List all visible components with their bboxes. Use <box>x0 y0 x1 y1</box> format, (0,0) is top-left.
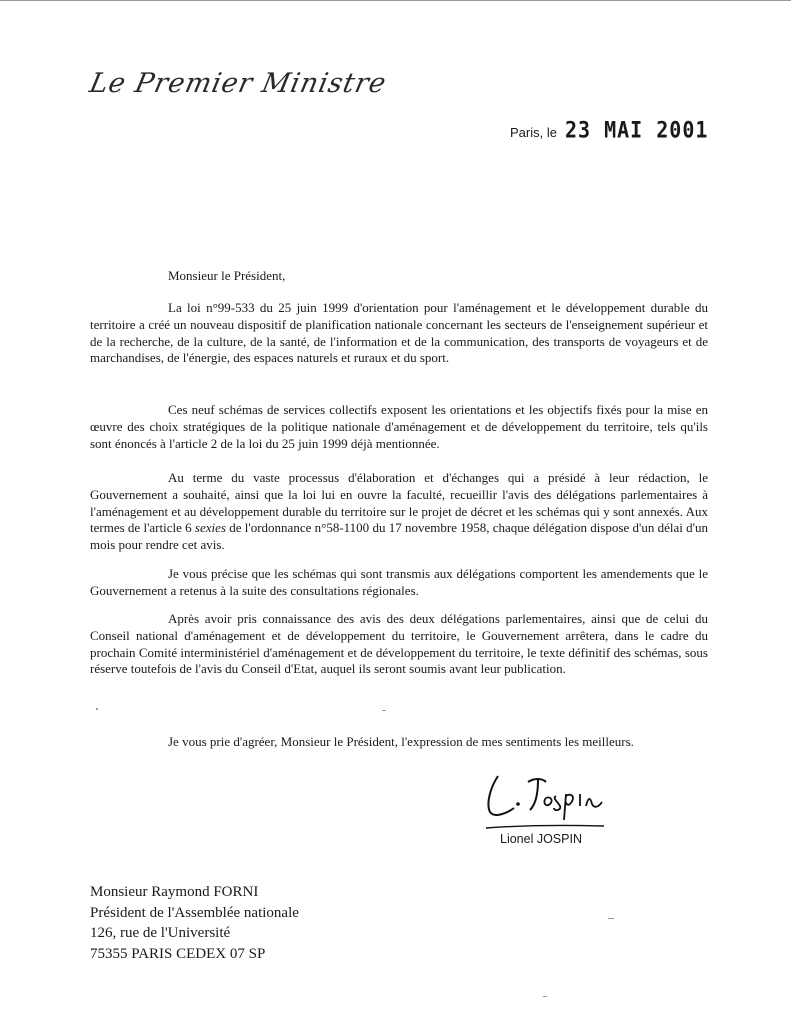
letterhead: Le Premier Ministre <box>86 68 390 99</box>
body-paragraph-1: La loi n°99-533 du 25 juin 1999 d'orientation pour l'aménagement et le développement durable du territoire a créé un nouveau dispositif de planification nationale concernant les secteurs de l'enseignement supérieur et de la recherche, de la culture, de la santé, de l'information et de la communication, des transports de voyageurs et de marchandises, de l'énergie, des espaces naturels et ruraux et du sport. <box>90 300 708 366</box>
handwritten-signature <box>476 768 606 832</box>
date-line <box>510 118 708 142</box>
scan-speck <box>608 918 614 919</box>
scan-speck <box>382 710 386 711</box>
body-paragraph-3-italic: sexies <box>194 520 226 536</box>
recipient-city: 75355 PARIS CEDEX 07 SP <box>90 945 266 962</box>
body-paragraph-3-part-1: Au terme du vaste processus d'élaboration et d'échanges qui a présidé à leur rédaction, le Gouvernement a souhaité, ainsi que la loi lui en ouvre la faculté, recueillir l'avis des délégations parlementaires à l'aménagement et au développement durable du territoire sur le projet de décret et les schémas qui y sont annexés. Aux termes de l'article 6 <box>90 470 708 536</box>
body-paragraph-2: Ces neuf schémas de services collectifs exposent les orientations et les objectifs fixés pour la mise en œuvre des choix stratégiques de la politique nationale d'aménagement et de développement du territoire, tels qu'ils sont énoncés à l'article 2 de la loi du 25 juin 1999 déjà mentionnée. <box>90 402 708 451</box>
body-paragraph-5: Après avoir pris connaissance des avis des deux délégations parlementaires, ainsi que de celui du Conseil national d'aménagement et de développement du territoire, le Gouvernement arrêtera, dans le cadre du prochain Comité interministériel d'aménagement et de développement du territoire, le texte définitif des schémas, sous réserve toutefois de l'avis du Conseil d'Etat, auquel ils seront soumis avant leur publication. <box>90 611 708 677</box>
signer-name: Lionel JOSPIN <box>500 832 582 846</box>
scan-speck <box>96 708 98 710</box>
recipient-street: 126, rue de l'Université <box>90 925 231 941</box>
page-top-edge <box>0 0 791 1</box>
recipient-name: Monsieur Raymond FORNI <box>90 884 259 900</box>
scan-speck <box>543 996 547 997</box>
recipient-address <box>90 882 299 964</box>
closing-formula: Je vous prie d'agréer, Monsieur le Président, l'expression de mes sentiments les meilleurs. <box>168 734 634 749</box>
body-paragraph-4: Je vous précise que les schémas qui sont transmis aux délégations comportent les amendements que le Gouvernement a retenus à la suite des consultations régionales. <box>90 566 708 598</box>
date-prefix: Paris, le <box>510 125 557 140</box>
recipient-title: Président de l'Assemblée nationale <box>90 904 299 921</box>
body-paragraph-3-part-2: de l'ordonnance n°58-1100 du 17 novembre 1958, chaque délégation dispose d'un délai d'un mois pour rendre cet avis. <box>90 520 708 553</box>
date-stamp: 23 MAI 2001 <box>564 116 709 144</box>
salutation: Monsieur le Président, <box>168 268 286 283</box>
body-paragraph-3 <box>90 470 708 554</box>
